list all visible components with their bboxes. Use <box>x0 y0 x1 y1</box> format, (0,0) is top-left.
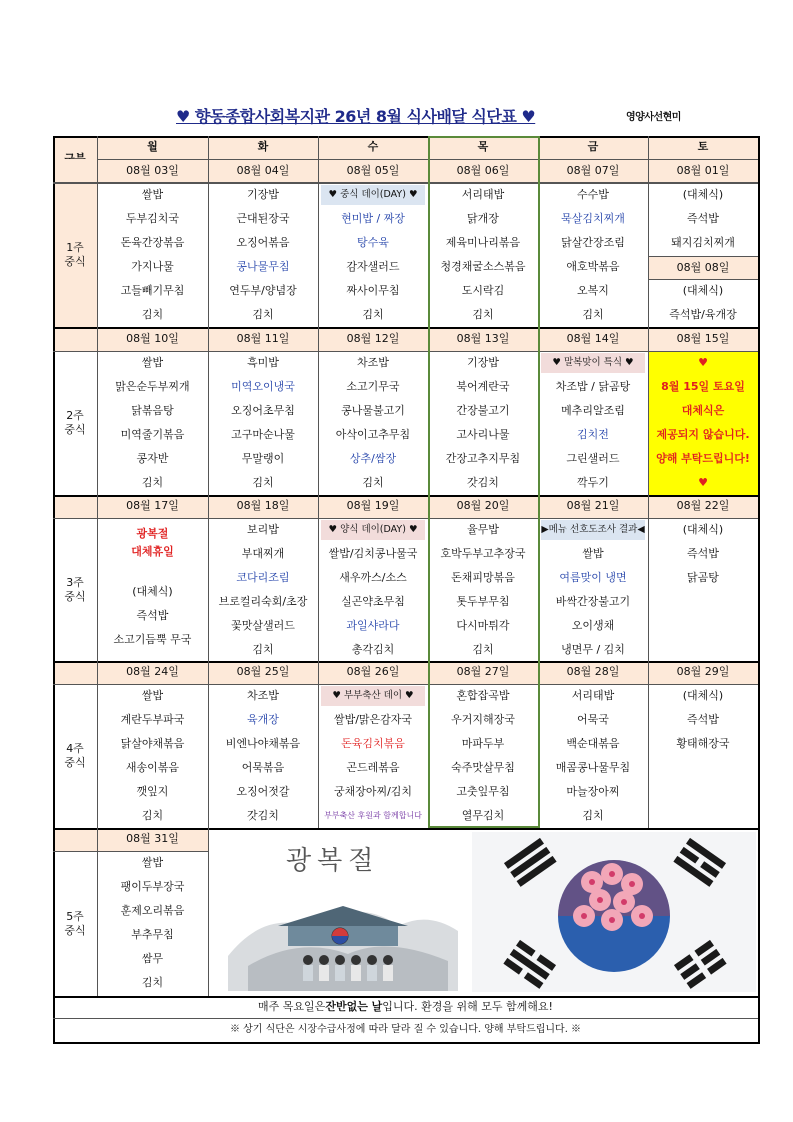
menu-item: 고구마순나물 <box>231 427 295 441</box>
week-label <box>53 851 97 996</box>
menu-item: 바싹간장불고기 <box>555 594 631 608</box>
day-header: 수 <box>318 136 428 159</box>
menu-item: ♥ <box>698 355 708 369</box>
menu-item: ♥ 부부축산 데이 ♥ <box>321 686 425 706</box>
date-cell: 08월 06일 <box>428 159 538 183</box>
date-cell: 08월 25일 <box>208 661 318 684</box>
table-border <box>758 136 760 1044</box>
week-label-line: 중식 <box>64 255 86 268</box>
menu-item: 돈채피망볶음 <box>451 570 515 584</box>
week-divider <box>53 495 758 497</box>
menu-item: 김치 <box>141 808 164 822</box>
table-border <box>53 136 55 1044</box>
week-date-spacer <box>53 495 97 518</box>
menu-item: 즉석밥 <box>136 609 169 623</box>
menu-item: 총각김치 <box>351 642 395 656</box>
menu-item: ♥ <box>698 475 708 489</box>
menu-item: 오징어젓갈 <box>236 784 290 798</box>
menu-item: 코다리조림 <box>236 570 290 584</box>
menu-item: 새우까스/소스 <box>339 570 407 584</box>
menu-item: 마파두부 <box>461 736 505 750</box>
menu-item: 김치 <box>582 808 604 822</box>
footer-divider <box>53 996 758 998</box>
menu-item: 우거지해장국 <box>451 712 515 726</box>
menu-item: 수수밥 <box>577 187 609 201</box>
menu-item: 묵살김치찌개 <box>561 211 625 225</box>
menu-item: 고사리나물 <box>456 427 510 441</box>
day-header: 목 <box>428 136 538 159</box>
menu-item: 돈육김치볶음 <box>341 736 405 750</box>
menu-item: 비엔나야채볶음 <box>225 736 301 750</box>
menu-item: 어묵볶음 <box>241 760 285 774</box>
menu-item: 혼합잡곡밥 <box>456 688 510 702</box>
date-cell: 08월 13일 <box>428 327 538 351</box>
footer-note-part: 잔반없는 날 <box>325 999 383 1013</box>
table-border <box>53 136 758 138</box>
menu-item: 두부김치국 <box>125 211 180 225</box>
grid-line <box>208 136 209 828</box>
menu-item: 율무밥 <box>467 522 499 536</box>
day-header: 금 <box>538 136 648 159</box>
week-label-line: 2주 <box>66 409 84 423</box>
menu-item: 쌀밥/맑은감자국 <box>333 712 413 726</box>
week-label-line: 4주 <box>66 742 84 756</box>
menu-item: 탕수육 <box>357 235 389 249</box>
menu-item: 김치 <box>141 475 164 489</box>
grid-line <box>648 279 758 280</box>
menu-item: 간장불고기 <box>456 403 510 417</box>
menu-item: 깍두기 <box>577 475 609 489</box>
week-divider <box>53 327 758 329</box>
week-date-spacer <box>53 327 97 351</box>
date-cell: 08월 05일 <box>318 159 428 183</box>
menu-item: 제공되지 않습니다. <box>656 427 750 441</box>
menu-item: 맑은순두부찌개 <box>115 379 190 393</box>
menu-item: 무말랭이 <box>241 451 285 465</box>
menu-item: 오징어초무침 <box>231 403 295 417</box>
taegukgi-flower-illustration-icon <box>472 832 756 992</box>
grid-line <box>648 136 649 828</box>
date-cell: 08월 14일 <box>538 327 648 351</box>
grid-line <box>53 183 758 184</box>
week-label-line: 중식 <box>64 756 86 769</box>
menu-item: 계란두부파국 <box>120 712 185 726</box>
date-cell: 08월 29일 <box>648 661 758 684</box>
menu-item: 김치 <box>252 307 274 321</box>
grid-line <box>53 1018 758 1019</box>
menu-item: 미역오이냉국 <box>231 379 295 393</box>
menu-item: 궁채장아찌/김치 <box>333 784 413 798</box>
grid-line <box>97 828 98 996</box>
menu-item: 콩나물불고기 <box>341 403 405 417</box>
week-label <box>53 183 97 327</box>
menu-item: 과일샤라다 <box>346 618 400 632</box>
grid-line <box>53 518 758 519</box>
menu-item: 아삭이고추무침 <box>335 427 411 441</box>
menu-item: 닭볶음탕 <box>131 403 174 417</box>
menu-item: 흑미밥 <box>247 355 279 369</box>
menu-item: 여름맞이 냉면 <box>559 570 627 584</box>
nutritionist-name: 영양사선현미 <box>626 112 681 123</box>
menu-item: 고들빼기무침 <box>120 283 185 297</box>
menu-item: 현미밥 / 짜장 <box>341 211 405 225</box>
menu-item: 닭개장 <box>467 211 499 225</box>
menu-item: 육개장 <box>247 712 279 726</box>
menu-item: 다시마튀각 <box>456 618 510 632</box>
menu-item: 즉석밥 <box>687 546 719 560</box>
menu-item: 쌀밥 <box>141 355 164 369</box>
menu-item: ♥ 말복맞이 특식 ♥ <box>541 353 645 373</box>
menu-item: 부추무침 <box>131 927 174 941</box>
menu-item: 김치 <box>362 475 384 489</box>
week-date-spacer <box>53 828 97 851</box>
week-label-line: 중식 <box>64 423 86 436</box>
menu-item: 미역줄기볶음 <box>120 427 185 441</box>
menu-item: 즉석밥 <box>687 211 719 225</box>
menu-item: 훈제오리볶음 <box>120 903 185 917</box>
day-header: 화 <box>208 136 318 159</box>
menu-item: 갓김치 <box>467 475 499 489</box>
menu-item: 제육미나리볶음 <box>445 235 521 249</box>
week-label <box>53 351 97 495</box>
week-label-line: 1주 <box>66 241 84 255</box>
date-cell: 08월 17일 <box>97 495 208 518</box>
menu-item: (대체식) <box>682 187 724 201</box>
week-label <box>53 684 97 828</box>
grid-line <box>208 828 209 996</box>
menu-item: ♥ 중식 데이(DAY) ♥ <box>321 185 425 205</box>
grid-line <box>53 851 208 852</box>
week-divider <box>53 828 758 830</box>
menu-item: 황태해장국 <box>676 736 730 750</box>
grid-line <box>53 351 758 352</box>
week-label-line: 5주 <box>66 909 84 923</box>
menu-item: 쌀밥 <box>141 855 164 869</box>
menu-item: 톳두부무침 <box>456 594 510 608</box>
date-cell: 08월 18일 <box>208 495 318 518</box>
menu-item: 메추리알조림 <box>561 403 625 417</box>
menu-item: 실곤약초무침 <box>341 594 405 608</box>
menu-title: ♥ 향동종합사회복지관 26년 8월 식사배달 식단표 ♥ <box>176 107 536 126</box>
menu-item: 숙주맛살무침 <box>451 760 515 774</box>
menu-item: 소고기듬뿍 무국 <box>113 633 192 647</box>
menu-item: 서리태밥 <box>571 688 615 702</box>
menu-item: 부부축산 후원과 함께합니다 <box>324 811 422 821</box>
date-cell: 08월 03일 <box>97 159 208 183</box>
menu-item: 김치 <box>472 307 494 321</box>
day-header: 월 <box>97 136 208 159</box>
menu-item: 새송이볶음 <box>125 760 180 774</box>
menu-item: 김치 <box>472 642 494 656</box>
menu-item: 짜사이무침 <box>346 283 400 297</box>
menu-item: 대체휴일 <box>131 544 174 558</box>
menu-item: 청경채굴소스볶음 <box>440 259 526 273</box>
date-cell: 08월 22일 <box>648 495 758 518</box>
menu-item: (대체식) <box>682 522 724 536</box>
menu-item: (대체식) <box>132 585 173 599</box>
date-cell: 08월 27일 <box>428 661 538 684</box>
week-date-spacer <box>53 661 97 684</box>
menu-item: 소고기무국 <box>346 379 400 393</box>
grid-line <box>318 136 319 828</box>
menu-item: 마늘장아찌 <box>566 784 620 798</box>
grid-line <box>53 684 758 685</box>
menu-item: 매콤콩나물무침 <box>555 760 631 774</box>
menu-item: 닭곰탕 <box>687 570 719 584</box>
menu-item: 오이생채 <box>571 618 615 632</box>
menu-item: (대체식) <box>682 688 724 702</box>
menu-item: 상추/쌈장 <box>349 451 397 465</box>
menu-item: 감자샐러드 <box>346 259 400 273</box>
menu-item: 돈육간장볶음 <box>120 235 185 249</box>
menu-item: 곤드레볶음 <box>346 760 400 774</box>
thursday-highlight <box>538 136 540 828</box>
menu-item: 김치 <box>252 475 274 489</box>
footer-note-part: 매주 목요일은 <box>258 999 326 1013</box>
menu-item: 차조밥 / 닭곰탕 <box>555 379 631 393</box>
menu-item: 백순대볶음 <box>566 736 620 750</box>
menu-item: 깻잎지 <box>136 784 169 798</box>
week-label-line: 중식 <box>64 589 86 603</box>
menu-item: 오복지 <box>577 283 609 297</box>
footer-caution: ※ 상기 식단은 시장수급사정에 따라 달라 질 수 있습니다. 양해 부탁드립니다. ※ <box>229 1024 582 1036</box>
date-cell: 08월 15일 <box>648 327 758 351</box>
menu-item: 가지나물 <box>131 259 174 273</box>
date-cell: 08월 21일 <box>538 495 648 518</box>
menu-item: 즉석밥 <box>687 712 719 726</box>
menu-item: ♥ 양식 데이(DAY) ♥ <box>321 520 425 540</box>
week-label <box>53 518 97 661</box>
menu-item: 김치 <box>582 307 604 321</box>
date-cell: 08월 08일 <box>648 257 758 279</box>
week-label-line: 3주 <box>66 575 84 589</box>
menu-item: 콩자반 <box>136 451 169 465</box>
menu-item: 김치 <box>362 307 384 321</box>
date-cell: 08월 11일 <box>208 327 318 351</box>
liberation-day-illustration-icon <box>228 836 458 991</box>
menu-item: 연두부/양념장 <box>229 283 297 297</box>
menu-item: 기장밥 <box>247 187 279 201</box>
menu-item: 간장고추지무침 <box>445 451 521 465</box>
menu-item: 양해 부탁드립니다! <box>656 451 750 465</box>
footer-note <box>53 996 758 1018</box>
menu-item: 광복절 <box>136 526 169 540</box>
menu-item: 쌀밥 <box>582 546 604 560</box>
menu-item: 그린샐러드 <box>566 451 620 465</box>
menu-item: 닭살야채볶음 <box>120 736 185 750</box>
date-cell: 08월 31일 <box>97 828 208 851</box>
menu-item: 북어계란국 <box>456 379 510 393</box>
liberation-day-caption: 광복절 <box>286 846 380 876</box>
menu-item: 즉석밥/육개장 <box>669 307 737 321</box>
menu-item: 열무김치 <box>461 808 505 822</box>
menu-item: 호박두부고추장국 <box>440 546 526 560</box>
menu-item: 김치 <box>141 307 164 321</box>
menu-item: 쌀밥/김치콩나물국 <box>328 546 418 560</box>
date-cell: 08월 24일 <box>97 661 208 684</box>
menu-item: 서리태밥 <box>461 187 505 201</box>
date-cell: 08월 10일 <box>97 327 208 351</box>
menu-item: 김치전 <box>577 427 609 441</box>
footer-note-part: 입니다. 환경을 위해 모두 함께해요! <box>382 999 553 1013</box>
menu-item: 쌀밥 <box>141 187 164 201</box>
menu-item: 차조밥 <box>357 355 389 369</box>
thursday-highlight <box>428 826 540 828</box>
menu-item: 고춧잎무침 <box>456 784 510 798</box>
menu-item: 브로컬리숙회/초장 <box>218 594 308 608</box>
menu-item: 애호박볶음 <box>566 259 620 273</box>
menu-item: 기장밥 <box>467 355 499 369</box>
date-cell: 08월 20일 <box>428 495 538 518</box>
menu-item: 쌀밥 <box>141 688 164 702</box>
menu-item: 오징어볶음 <box>236 235 290 249</box>
week-divider <box>53 661 758 663</box>
thursday-highlight <box>428 136 430 828</box>
day-header: 토 <box>648 136 758 159</box>
date-cell: 08월 19일 <box>318 495 428 518</box>
menu-item: 도시락김 <box>461 283 505 297</box>
menu-item: 쌈무 <box>141 951 164 965</box>
menu-item: 8월 15일 토요일 <box>661 379 745 393</box>
menu-item: 김치 <box>141 975 164 989</box>
menu-item: 근대된장국 <box>236 211 290 225</box>
date-cell: 08월 04일 <box>208 159 318 183</box>
date-cell: 08월 07일 <box>538 159 648 183</box>
menu-item: 냉면무 / 김치 <box>561 642 625 656</box>
menu-item: 갓김치 <box>247 808 279 822</box>
menu-item: (대체식) <box>682 283 724 297</box>
week-label-line: 중식 <box>64 923 86 937</box>
menu-item: 어묵국 <box>577 712 609 726</box>
menu-item: 차조밥 <box>247 688 279 702</box>
menu-item: 돼지김치찌개 <box>671 235 735 249</box>
date-cell: 08월 28일 <box>538 661 648 684</box>
menu-item: ▶메뉴 선호도조사 결과◀ <box>541 520 645 540</box>
thursday-highlight <box>428 136 538 138</box>
menu-item: 닭살간장조림 <box>561 235 625 249</box>
date-cell: 08월 26일 <box>318 661 428 684</box>
table-border <box>53 1042 758 1044</box>
menu-item: 보리밥 <box>247 522 279 536</box>
date-cell: 08월 01일 <box>648 159 758 183</box>
menu-item: 김치 <box>252 642 274 656</box>
date-cell: 08월 12일 <box>318 327 428 351</box>
menu-item: 꽃맛살샐러드 <box>231 618 295 632</box>
menu-item: 콩나물무침 <box>236 259 290 273</box>
menu-item: 팽이두부장국 <box>120 879 185 893</box>
week-date-spacer <box>53 159 97 183</box>
grid-line <box>648 256 758 257</box>
menu-item: 부대찌개 <box>241 546 285 560</box>
menu-item: 대체식은 <box>681 403 725 417</box>
